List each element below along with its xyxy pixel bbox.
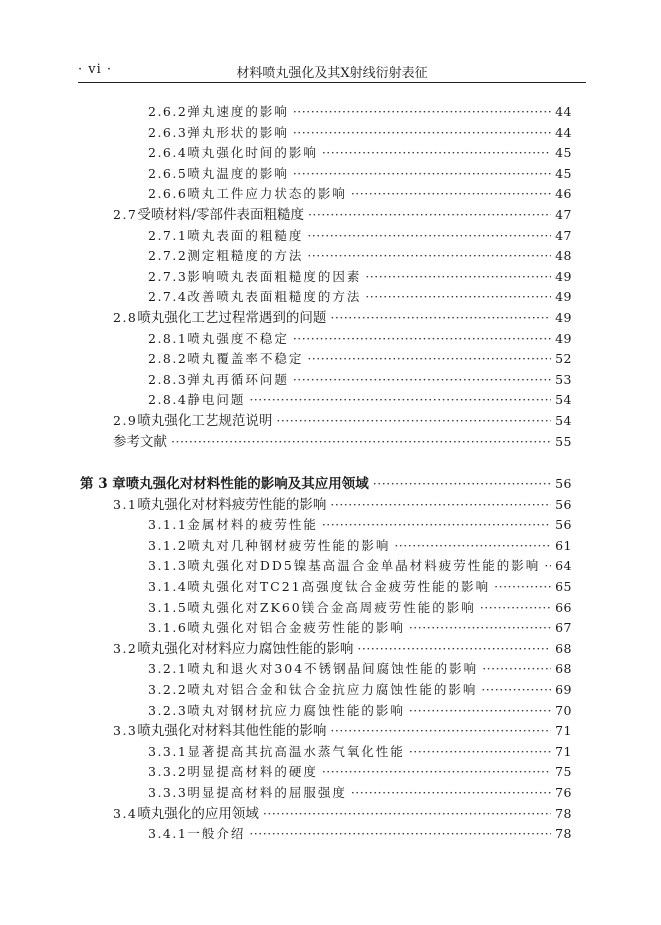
toc-entry-page: 56 (555, 496, 572, 512)
toc-entry-number: 3.3.1 (148, 743, 188, 759)
dot-leader (409, 618, 551, 638)
toc-entry-title: 喷丸覆盖率不稳定 (187, 351, 304, 367)
toc-entry-number: 3.2.1 (148, 661, 188, 677)
dot-leader (482, 659, 551, 679)
toc-entry-title: 喷丸强化对材料性能的影响及其应用领域 (125, 476, 369, 492)
toc-entry-title: 静电问题 (187, 392, 246, 408)
toc-entry-page: 68 (555, 661, 572, 677)
toc-entry-page: 76 (555, 785, 572, 800)
toc-entry-page: 49 (555, 310, 572, 325)
toc-entry-page: 71 (555, 723, 572, 739)
toc-entry-number: 3.2.3 (148, 702, 188, 718)
toc-section-entry[interactable] (113, 721, 572, 741)
toc-entry-number: 2.8.2 (148, 351, 188, 367)
toc-entry-title: 喷丸强化对材料应力腐蚀性能的影响 (137, 640, 354, 657)
toc-entry-page: 61 (555, 537, 572, 553)
toc-subsection-entry[interactable] (148, 184, 572, 204)
toc-entry-page: 49 (555, 268, 572, 284)
toc-entry-page: 78 (555, 826, 572, 842)
toc-entry-title: 喷丸强化对ZK60镁合金高周疲劳性能的影响 (187, 599, 476, 615)
toc-entry-page: 67 (555, 620, 572, 636)
toc-entry-page: 48 (555, 248, 572, 264)
toc-subsection-entry[interactable] (148, 598, 572, 618)
toc-entry-number: 3.4.1 (148, 826, 188, 842)
toc-entry-page: 44 (555, 124, 572, 140)
toc-entry-title: 喷丸对铝合金和钛合金抗应力腐蚀性能的影响 (187, 682, 478, 697)
dot-leader (171, 432, 551, 452)
toc-entry-title: 参考文献 (113, 433, 167, 450)
toc-subsection-entry[interactable] (148, 515, 572, 535)
toc-subsection-entry[interactable] (148, 287, 572, 307)
dot-leader (293, 123, 551, 143)
dot-leader (307, 349, 551, 369)
dot-leader (365, 267, 551, 287)
toc-entry-title: 喷丸强化工艺过程常遇到的问题 (137, 310, 327, 326)
toc-entry-number: 2.9 (113, 413, 138, 428)
toc-entry-title: 显著提高其抗高温水蒸气氧化性能 (187, 743, 405, 759)
toc-entry-title: 喷丸强化对材料其他性能的影响 (137, 723, 327, 740)
dot-leader (351, 184, 551, 204)
toc-entry-title: 一般介绍 (187, 826, 246, 842)
toc-entry-title: 喷丸对钢材抗应力腐蚀性能的影响 (187, 702, 405, 718)
dot-leader (330, 721, 551, 741)
toc-entry-page: 47 (555, 227, 572, 243)
toc-entry-page: 49 (555, 330, 572, 346)
toc-entry-page: 66 (555, 599, 572, 615)
toc-entry-title: 喷丸温度的影响 (187, 165, 289, 181)
toc-entry-number: 2.6.4 (148, 145, 188, 161)
toc-entry-page: 64 (555, 558, 572, 574)
toc-subsection-entry[interactable] (148, 226, 572, 246)
dot-leader (249, 824, 551, 844)
toc-entry-number: 2.7 (113, 207, 138, 222)
toc-entry-title: 喷丸工件应力状态的影响 (187, 186, 347, 202)
toc-entry-page: 55 (555, 433, 572, 449)
toc-entry-page: 75 (555, 764, 572, 780)
toc-section-entry[interactable] (113, 411, 572, 431)
toc-entry-page: 54 (555, 413, 572, 428)
dot-leader (373, 474, 551, 494)
toc-subsection-entry[interactable] (148, 349, 572, 369)
toc-entry-page: 45 (555, 145, 572, 161)
toc-entry-page: 54 (555, 392, 572, 408)
toc-subsection-entry[interactable] (148, 329, 572, 349)
toc-section-entry[interactable] (113, 804, 572, 824)
toc-entry-number: 2.7.1 (148, 227, 188, 243)
toc-entry-number: 3.4 (113, 805, 138, 821)
toc-entry-page: 70 (555, 702, 572, 718)
dot-leader (480, 598, 551, 618)
toc-entry-number: 2.8.4 (148, 392, 188, 408)
toc-subsection-entry[interactable] (148, 246, 572, 266)
toc-entry-title: 喷丸强化时间的影响 (187, 145, 318, 161)
toc-entry-title: 受喷材料/零部件表面粗糙度 (137, 207, 304, 223)
toc-subsection-entry[interactable] (148, 680, 572, 700)
toc-subsection-entry[interactable] (148, 164, 572, 184)
toc-subsection-entry[interactable] (148, 577, 572, 597)
toc-entry-page: 56 (555, 517, 572, 533)
toc-entry-number: 2.6.2 (148, 104, 188, 119)
toc-subsection-entry[interactable] (148, 824, 572, 844)
toc-entry-title: 明显提高材料的屈服强度 (187, 785, 347, 800)
toc-entry-number: 2.8.3 (148, 371, 188, 387)
dot-leader (357, 639, 551, 659)
dot-leader (481, 680, 551, 700)
toc-entry-number: 3.3.3 (148, 785, 188, 800)
toc-entry-title: 喷丸强化对材料疲劳性能的影响 (137, 496, 327, 513)
toc-entry-page: 53 (555, 371, 572, 387)
dot-leader (307, 246, 551, 266)
toc-entry-number: 2.6.3 (148, 124, 188, 140)
toc-entry-page: 78 (555, 805, 572, 821)
dot-leader (351, 783, 551, 803)
toc-entry-number: 2.7.4 (148, 289, 188, 305)
dot-leader (322, 762, 551, 782)
toc-entry-number: 3.1.1 (148, 517, 188, 533)
toc-entry-page: 49 (555, 289, 572, 305)
toc-entry-page: 44 (555, 104, 572, 119)
toc-subsection-entry[interactable] (148, 267, 572, 287)
toc-subsection-entry[interactable] (148, 556, 572, 576)
toc-entry-number: 3.1.2 (148, 537, 188, 553)
toc-entry-title: 喷丸和退火对304不锈钢晶间腐蚀性能的影响 (187, 661, 479, 677)
toc-subsection-entry[interactable] (148, 783, 572, 803)
dot-leader (322, 143, 551, 163)
toc-entry-title: 弹丸形状的影响 (187, 124, 289, 140)
dot-leader (308, 205, 551, 225)
toc-entry-page: 69 (555, 682, 572, 697)
toc-entry-number: 第 3 章 (80, 476, 126, 492)
toc-references-entry[interactable] (113, 432, 572, 452)
toc-entry-title: 喷丸强度不稳定 (187, 330, 289, 346)
dot-leader (293, 164, 551, 184)
dot-leader (322, 515, 551, 535)
dot-leader (409, 742, 551, 762)
toc-entry-title: 测定粗糙度的方法 (187, 248, 304, 264)
toc-entry-title: 喷丸强化的应用领域 (137, 805, 259, 822)
toc-entry-title: 弹丸再循环问题 (187, 371, 289, 387)
running-title: 材料喷丸强化及其X射线衍射表征 (236, 66, 428, 81)
dot-leader (293, 102, 551, 122)
toc-subsection-entry[interactable] (148, 370, 572, 390)
dot-leader (293, 370, 551, 390)
toc-entry-number: 2.6.5 (148, 165, 188, 181)
toc-entry-number: 3.1.6 (148, 620, 188, 636)
toc-entry-title: 喷丸表面的粗糙度 (187, 227, 304, 243)
page-number: · vi · (78, 62, 113, 77)
toc-subsection-entry[interactable] (148, 536, 572, 556)
dot-leader (494, 577, 551, 597)
dot-leader (394, 536, 551, 556)
toc-section-entry[interactable] (113, 495, 572, 515)
toc-entry-number: 3.3 (113, 723, 138, 739)
toc-entry-title: 喷丸强化对铝合金疲劳性能的影响 (187, 620, 405, 636)
toc-section-entry[interactable] (113, 308, 572, 328)
toc-section-entry[interactable] (113, 205, 572, 225)
toc-subsection-entry[interactable] (148, 701, 572, 721)
dot-leader (409, 701, 551, 721)
dot-leader (330, 495, 551, 515)
toc-entry-number: 3.1.5 (148, 599, 188, 615)
dot-leader (249, 390, 551, 410)
dot-leader (365, 287, 551, 307)
toc-entry-number: 3.1.4 (148, 579, 188, 594)
toc-subsection-entry[interactable] (148, 123, 572, 143)
dot-leader (293, 329, 551, 349)
toc-subsection-entry[interactable] (148, 742, 572, 762)
toc-subsection-entry[interactable] (148, 762, 572, 782)
toc-subsection-entry[interactable] (148, 618, 572, 638)
dot-leader (276, 411, 551, 431)
toc-entry-page: 68 (555, 640, 572, 656)
toc-section-entry[interactable] (113, 639, 572, 659)
toc-entry-page: 71 (555, 743, 572, 759)
toc-entry-title: 改善喷丸表面粗糙度的方法 (187, 289, 362, 305)
toc-entry-number: 2.8.1 (148, 330, 188, 346)
toc-entry-number: 3.1.3 (148, 558, 188, 574)
toc-entry-number: 2.7.3 (148, 268, 188, 284)
toc-entry-number: 3.2.2 (148, 682, 188, 697)
toc-entry-title: 金属材料的疲劳性能 (187, 517, 318, 533)
toc-entry-title: 影响喷丸表面粗糙度的因素 (187, 268, 362, 284)
toc-subsection-entry[interactable] (148, 143, 572, 163)
toc-subsection-entry[interactable] (148, 659, 572, 679)
toc-entry-number: 3.2 (113, 640, 138, 656)
dot-leader (263, 804, 551, 824)
toc-entry-page: 47 (555, 207, 572, 222)
toc-entry-page: 46 (555, 186, 572, 202)
toc-entry-title: 喷丸强化工艺规范说明 (137, 413, 273, 429)
toc-entry-title: 喷丸强化对TC21高强度钛合金疲劳性能的影响 (187, 579, 491, 594)
toc-subsection-entry[interactable] (148, 390, 572, 410)
toc-chapter-entry[interactable] (80, 474, 572, 494)
toc-entry-title: 明显提高材料的硬度 (187, 764, 318, 780)
toc-entry-title: 弹丸速度的影响 (187, 104, 289, 119)
dot-leader (330, 308, 551, 328)
toc-entry-page: 52 (555, 351, 572, 367)
toc-entry-title: 喷丸对几种钢材疲劳性能的影响 (187, 537, 391, 553)
toc-subsection-entry[interactable] (148, 102, 572, 122)
toc-entry-number: 2.6.6 (148, 186, 188, 202)
toc-entry-title: 喷丸强化对DD5镍基高温合金单晶材料疲劳性能的影响 (187, 558, 541, 574)
toc-entry-page: 56 (555, 476, 572, 491)
dot-leader (544, 556, 551, 576)
toc-entry-number: 2.7.2 (148, 248, 188, 264)
dot-leader (307, 226, 551, 246)
toc-entry-number: 2.8 (113, 310, 138, 325)
toc-entry-page: 65 (555, 579, 572, 594)
toc-entry-number: 3.1 (113, 496, 138, 512)
toc-entry-number: 3.3.2 (148, 764, 188, 780)
toc-entry-page: 45 (555, 165, 572, 181)
